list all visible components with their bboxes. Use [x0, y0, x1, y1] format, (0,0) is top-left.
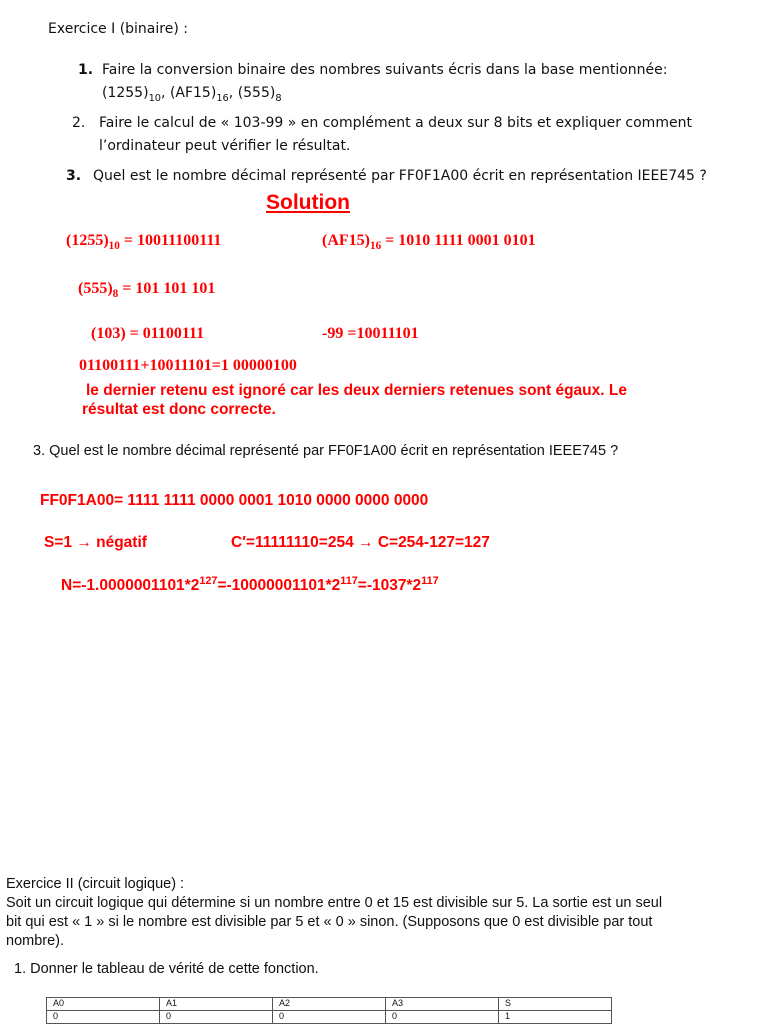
sign-bit: S=1 → négatif — [44, 534, 147, 551]
base-16: 16 — [216, 92, 229, 104]
table-cell: 0 — [273, 1011, 386, 1024]
question-3-repeat: 3. Quel est le nombre décimal représenté par FF0F1A00 écrit en représentation IEEE745 ? — [33, 443, 619, 459]
question-1-numbers — [102, 82, 282, 110]
conversion-555-number: (555) — [78, 280, 113, 297]
table-cell: 0 — [386, 1011, 499, 1024]
binary-sum: 01100111+10011101=1 00000100 — [79, 357, 297, 374]
result-exp-3: 117 — [421, 575, 439, 587]
binary-103: (103) = 01100111 — [91, 325, 205, 342]
exercise-2-line-3: nombre). — [6, 933, 65, 949]
solution-heading: Solution — [266, 191, 350, 214]
separator: , — [228, 85, 234, 101]
carry-note-line-2: résultat est donc correcte. — [82, 401, 276, 418]
exercise-2-question-1: 1. Donner le tableau de vérité de cette fonction. — [14, 961, 319, 977]
exercise-1-title: Exercice I (binaire) : — [48, 21, 188, 37]
separator: , — [161, 85, 166, 101]
result-exp-2: 117 — [340, 575, 358, 587]
table-header-s: S — [499, 998, 612, 1011]
result-value — [61, 575, 439, 595]
number-555: (555) — [237, 85, 276, 101]
exercise-2-title: Exercice II (circuit logique) : — [6, 876, 185, 892]
base-8: 8 — [275, 92, 282, 104]
base-10: 10 — [148, 92, 162, 104]
truth-table — [46, 997, 612, 1024]
conversion-1255 — [66, 232, 221, 252]
table-header-a0: A0 — [47, 998, 160, 1011]
table-header-a1: A1 — [160, 998, 273, 1011]
table-cell: 0 — [47, 1011, 160, 1024]
conversion-555 — [78, 280, 215, 300]
result-exp-1: 127 — [199, 575, 218, 587]
conversion-555-base: 8 — [112, 288, 119, 301]
question-2-line-2: l’ordinateur peut vérifier le résultat. — [99, 138, 351, 154]
question-2-line-1: Faire le calcul de « 103-99 » en complément a deux sur 8 bits et expliquer comment — [99, 115, 692, 131]
result-decimal: =-1037*2 — [357, 577, 422, 595]
truth-table-header-row — [47, 998, 612, 1011]
result-mantissa: N=-1.0000001101*2 — [61, 577, 200, 595]
binary-minus-99: -99 =10011101 — [322, 325, 419, 342]
question-2-number: 2. — [72, 115, 86, 131]
carry-note-line-1: le dernier retenu est ignoré car les deux derniers retenues sont égaux. Le — [86, 382, 627, 399]
table-cell: 0 — [160, 1011, 273, 1024]
number-af15: (AF15) — [169, 85, 217, 101]
question-3-text: Quel est le nombre décimal représenté par FF0F1A00 écrit en représentation IEEE745 ? — [93, 168, 707, 184]
question-1-text: Faire la conversion binaire des nombres suivants écris dans la base mentionnée: — [102, 62, 668, 78]
question-1-number: 1. — [78, 62, 94, 78]
result-integer: =-10000001101*2 — [217, 577, 341, 595]
conversion-af15-result: = 1010 1111 0001 0101 — [381, 232, 536, 249]
table-header-a3: A3 — [386, 998, 499, 1011]
question-3-number: 3. — [66, 168, 82, 184]
conversion-1255-base: 10 — [108, 240, 120, 253]
exponent: C′=11111110=254 → C=254-127=127 — [231, 534, 490, 551]
conversion-1255-number: (1255) — [66, 232, 109, 249]
hex-to-binary: FF0F1A00= 1111 1111 0000 0001 1010 0000 0000 0000 — [40, 492, 429, 509]
conversion-1255-result: = 10011100111 — [119, 232, 222, 249]
conversion-af15-base: 16 — [369, 240, 382, 253]
table-row — [47, 1011, 612, 1024]
conversion-af15 — [322, 232, 536, 252]
table-header-a2: A2 — [273, 998, 386, 1011]
exercise-2-line-2: bit qui est « 1 » si le nombre est divisible par 5 et « 0 » sinon. (Supposons que 0 est divisible par tout — [6, 914, 653, 930]
number-1255: (1255) — [102, 85, 149, 101]
table-cell: 1 — [499, 1011, 612, 1024]
conversion-555-result: = 101 101 101 — [118, 280, 216, 297]
conversion-af15-number: (AF15) — [322, 232, 370, 249]
exercise-2-line-1: Soit un circuit logique qui détermine si un nombre entre 0 et 15 est divisible sur 5. La sortie est un seul — [6, 895, 663, 911]
